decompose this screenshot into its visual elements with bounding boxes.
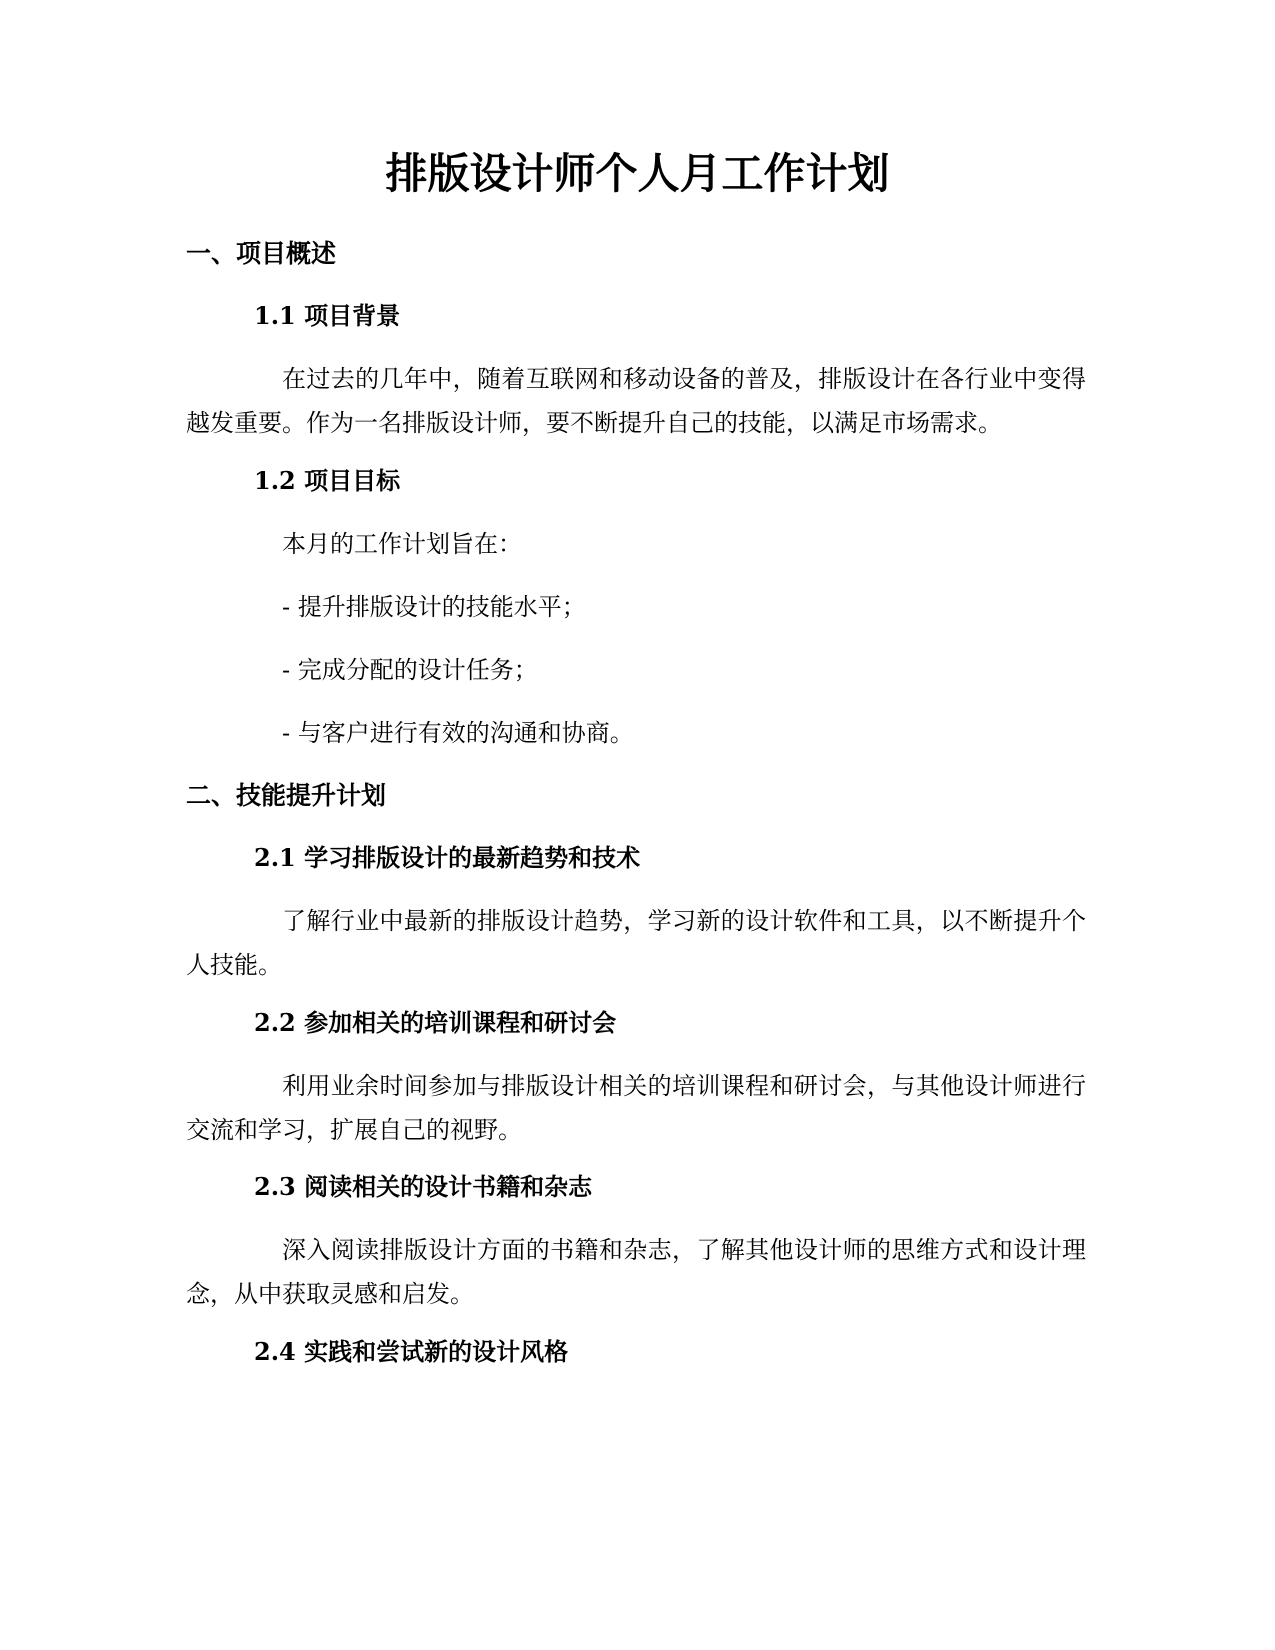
subsection-heading-training: 2.2 参加相关的培训课程和研讨会 bbox=[254, 1008, 617, 1037]
paragraph-goals-intro: 本月的工作计划旨在： bbox=[282, 530, 522, 558]
subsection-heading-trends: 2.1 学习排版设计的最新趋势和技术 bbox=[254, 843, 641, 872]
paragraph-training: 利用业余时间参加与排版设计相关的培训课程和研讨会，与其他设计师进行交流和学习，扩展自己的视野。 bbox=[186, 1072, 1086, 1144]
paragraph-background: 在过去的几年中，随着互联网和移动设备的普及，排版设计在各行业中变得越发重要。作为一名排版设计师，要不断提升自己的技能，以满足市场需求。 bbox=[186, 365, 1086, 437]
subsection-heading-practice: 2.4 实践和尝试新的设计风格 bbox=[254, 1337, 569, 1366]
subsection-heading-reading: 2.3 阅读相关的设计书籍和杂志 bbox=[254, 1172, 593, 1201]
paragraph-trends: 了解行业中最新的排版设计趋势，学习新的设计软件和工具，以不断提升个人技能。 bbox=[186, 907, 1086, 979]
list-item-goal-2: - 完成分配的设计任务； bbox=[282, 656, 538, 684]
subsection-heading-goals: 1.2 项目目标 bbox=[254, 466, 401, 495]
list-item-goal-1: - 提升排版设计的技能水平； bbox=[282, 593, 586, 621]
subsection-heading-background: 1.1 项目背景 bbox=[254, 301, 401, 330]
section-heading-overview: 一、项目概述 bbox=[186, 239, 337, 268]
paragraph-reading: 深入阅读排版设计方面的书籍和杂志，了解其他设计师的思维方式和设计理念，从中获取灵感和启发。 bbox=[186, 1236, 1086, 1308]
document-title: 排版设计师个人月工作计划 bbox=[385, 149, 890, 198]
list-item-goal-3: - 与客户进行有效的沟通和协商。 bbox=[282, 719, 634, 747]
section-heading-skills: 二、技能提升计划 bbox=[186, 781, 387, 810]
